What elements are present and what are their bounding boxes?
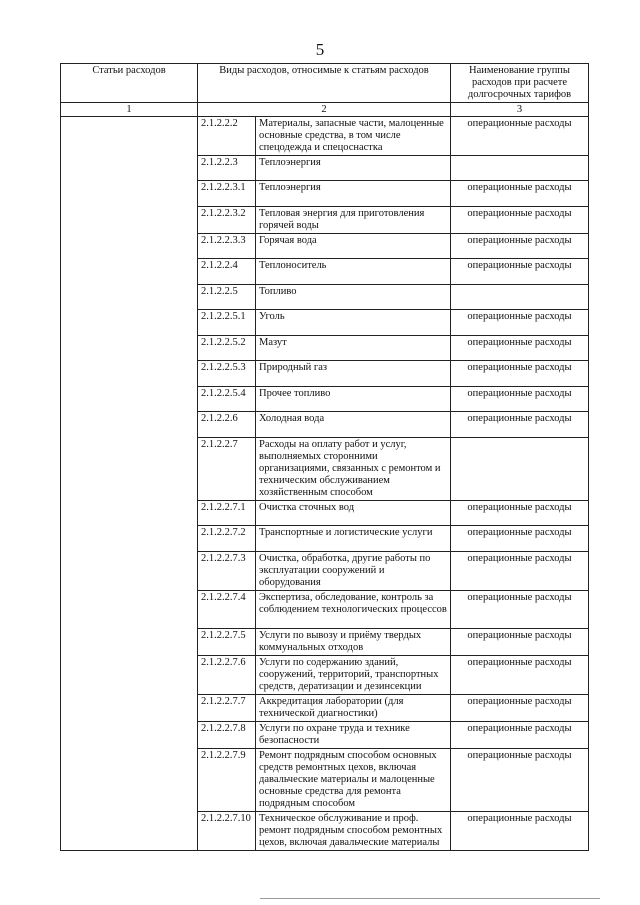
row-code: 2.1.2.2.5.3 <box>198 361 256 387</box>
row-description: Природный газ <box>256 361 451 387</box>
row-group: операционные расходы <box>451 117 589 156</box>
row-description: Теплоэнергия <box>256 156 451 181</box>
page-number: 5 <box>315 40 325 59</box>
expense-articles-cell <box>61 117 198 851</box>
row-group <box>451 285 589 310</box>
row-description: Техническое обслуживание и проф. ремонт подрядным способом ремонтных цехов, включая давальческие материалы <box>256 812 451 851</box>
row-description: Экспертиза, обследование, контроль за соблюдением технологических процессов <box>256 591 451 629</box>
row-code: 2.1.2.2.3.1 <box>198 181 256 207</box>
row-code: 2.1.2.2.7.10 <box>198 812 256 851</box>
row-description: Тепловая энергия для приготовления горячей воды <box>256 207 451 234</box>
column-number-3: 3 <box>451 103 589 117</box>
row-description: Аккредитация лаборатории (для технической диагностики) <box>256 695 451 722</box>
header-expense-group: Наименование группы расходов при расчете долгосрочных тарифов <box>451 64 589 103</box>
row-group: операционные расходы <box>451 812 589 851</box>
row-group: операционные расходы <box>451 259 589 285</box>
row-description: Расходы на оплату работ и услуг, выполняемых сторонними организациями, связанных с ремонтом и техническим обслуживанием хозяйственным способом <box>256 438 451 501</box>
row-code: 2.1.2.2.3.3 <box>198 234 256 259</box>
row-code: 2.1.2.2.7.2 <box>198 526 256 552</box>
row-group: операционные расходы <box>451 387 589 412</box>
row-description: Материалы, запасные части, малоценные основные средства, в том числе спецодежда и спецоснастка <box>256 117 451 156</box>
numbering-row <box>61 103 589 117</box>
row-group: операционные расходы <box>451 526 589 552</box>
column-number-1: 1 <box>61 103 198 117</box>
row-group: операционные расходы <box>451 181 589 207</box>
row-group: операционные расходы <box>451 552 589 591</box>
row-description: Топливо <box>256 285 451 310</box>
row-code: 2.1.2.2.7.5 <box>198 629 256 656</box>
row-code: 2.1.2.2.7.4 <box>198 591 256 629</box>
row-description: Холодная вода <box>256 412 451 438</box>
row-code: 2.1.2.2.7 <box>198 438 256 501</box>
row-description: Транспортные и логистические услуги <box>256 526 451 552</box>
row-description: Ремонт подрядным способом основных средств ремонтных цехов, включая давальческие материалы и малоценные основные средства для ремонта подрядным способом <box>256 749 451 812</box>
row-description: Прочее топливо <box>256 387 451 412</box>
row-description: Очистка сточных вод <box>256 501 451 526</box>
row-group: операционные расходы <box>451 749 589 812</box>
row-description: Теплоэнергия <box>256 181 451 207</box>
row-group: операционные расходы <box>451 629 589 656</box>
row-group <box>451 438 589 501</box>
row-description: Услуги по вывозу и приёму твердых коммунальных отходов <box>256 629 451 656</box>
row-code: 2.1.2.2.7.7 <box>198 695 256 722</box>
row-code: 2.1.2.2.3 <box>198 156 256 181</box>
row-group: операционные расходы <box>451 656 589 695</box>
row-code: 2.1.2.2.7.8 <box>198 722 256 749</box>
row-code: 2.1.2.2.7.3 <box>198 552 256 591</box>
row-group: операционные расходы <box>451 412 589 438</box>
header-expense-types: Виды расходов, относимые к статьям расходов <box>198 64 451 103</box>
row-group <box>451 156 589 181</box>
row-code: 2.1.2.2.2 <box>198 117 256 156</box>
row-code: 2.1.2.2.7.9 <box>198 749 256 812</box>
row-group: операционные расходы <box>451 310 589 336</box>
row-description: Услуги по охране труда и технике безопасности <box>256 722 451 749</box>
header-row <box>61 64 589 103</box>
row-code: 2.1.2.2.7.1 <box>198 501 256 526</box>
table-row <box>61 117 589 156</box>
column-number-2: 2 <box>198 103 451 117</box>
row-description: Теплоноситель <box>256 259 451 285</box>
expense-table <box>60 63 589 851</box>
row-description: Горячая вода <box>256 234 451 259</box>
row-code: 2.1.2.2.5 <box>198 285 256 310</box>
row-code: 2.1.2.2.3.2 <box>198 207 256 234</box>
row-group: операционные расходы <box>451 361 589 387</box>
row-code: 2.1.2.2.7.6 <box>198 656 256 695</box>
row-code: 2.1.2.2.4 <box>198 259 256 285</box>
row-group: операционные расходы <box>451 695 589 722</box>
header-expense-articles: Статьи расходов <box>61 64 198 103</box>
row-description: Уголь <box>256 310 451 336</box>
row-group: операционные расходы <box>451 591 589 629</box>
row-description: Услуги по содержанию зданий, сооружений, территорий, транспортных средств, дератизации и дезинсекции <box>256 656 451 695</box>
row-code: 2.1.2.2.6 <box>198 412 256 438</box>
footer-divider <box>260 898 600 899</box>
row-group: операционные расходы <box>451 207 589 234</box>
row-group: операционные расходы <box>451 336 589 361</box>
row-group: операционные расходы <box>451 722 589 749</box>
row-code: 2.1.2.2.5.4 <box>198 387 256 412</box>
row-group: операционные расходы <box>451 234 589 259</box>
row-description: Очистка, обработка, другие работы по эксплуатации сооружений и оборудования <box>256 552 451 591</box>
row-code: 2.1.2.2.5.1 <box>198 310 256 336</box>
row-group: операционные расходы <box>451 501 589 526</box>
row-description: Мазут <box>256 336 451 361</box>
row-code: 2.1.2.2.5.2 <box>198 336 256 361</box>
